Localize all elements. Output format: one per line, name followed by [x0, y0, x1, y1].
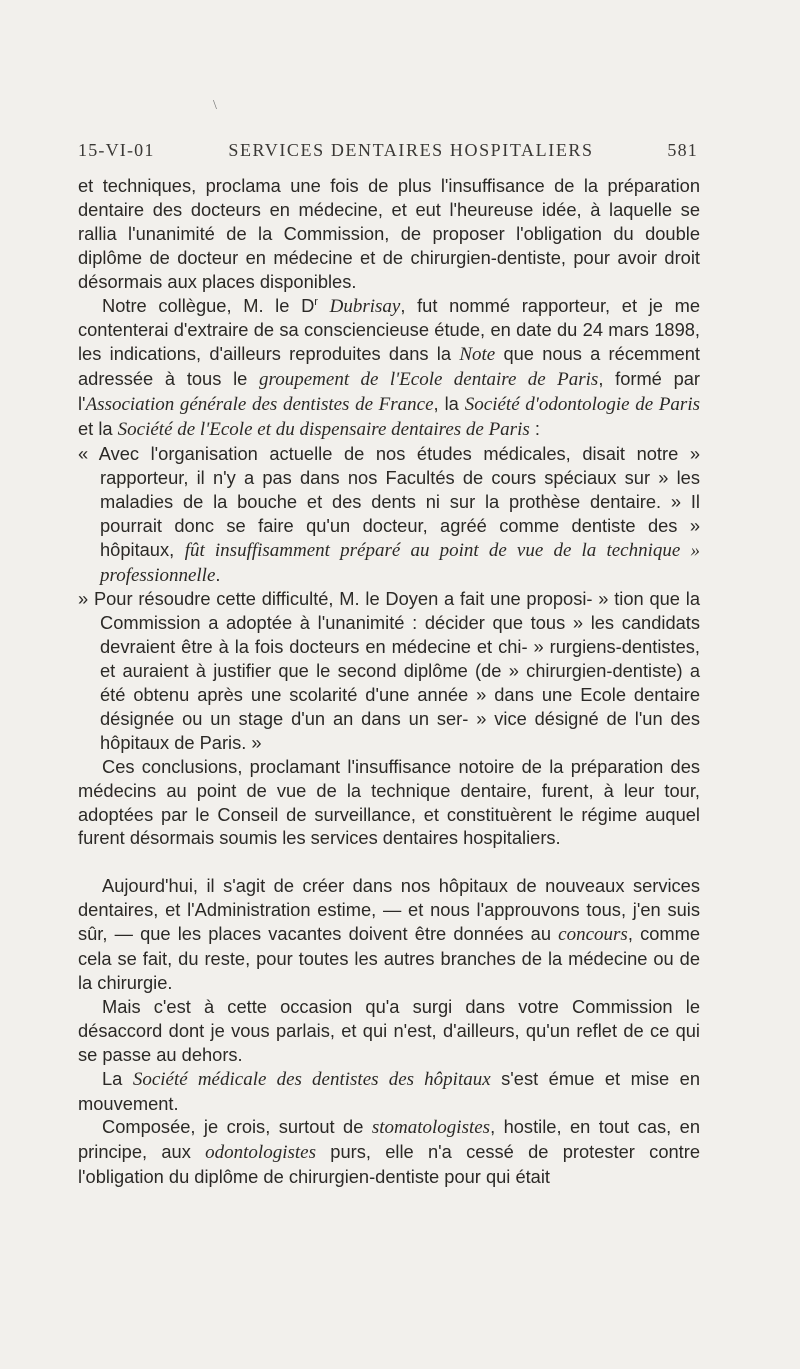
- name-dubrisay: Dubrisay: [329, 295, 401, 317]
- header-date: 15-VI-01: [78, 140, 155, 160]
- header-title: SERVICES DENTAIRES HOSPITALIERS: [228, 140, 594, 160]
- paragraph-5: Mais c'est à cette occasion qu'a surgi dans votre Commission le désaccord dont je vous parlais, et qui n'est, d'ailleurs, qu'un reflet de ce qui se passe au dehors.: [78, 995, 700, 1065]
- paragraph-6: La Société médicale des dentistes des hôpitaux s'est émue et mise en mouvement.: [78, 1067, 701, 1114]
- pencil-mark: \: [213, 98, 217, 113]
- paragraph-1: et techniques, proclama une fois de plus l'insuffisance de la préparation dentaire des docteurs en médecine, et eut l'heureuse idée, à laquelle se rallia l'unanimité de la Commission, de proposer l'obligation du double diplôme de docteur en médecine et de chirurgien-dentiste, pour avoir droit désormais aux places disponibles.: [78, 175, 700, 292]
- quotation-2: » Pour résoudre cette difficulté, M. le Doyen a fait une proposi- » tion que la Commission a adoptée à l'unanimité : décider que tous » les candidats devraient être à la fois docteurs en médecine et chi- » rurgiens-dentistes, et auraient à justifier que le second diplôme (de » chirurgien-dentiste) a été obtenu après une scolarité d'une année » dans une Ecole dentaire désignée ou un stage d'un an dans un ser- » vice désigné de l'un des hôpitaux de Paris. »: [78, 588, 700, 753]
- page-number: 581: [667, 140, 698, 160]
- running-header: [78, 140, 698, 161]
- paragraph-7: Composée, je crois, surtout de stomatologistes, hostile, en tout cas, en principe, aux odontologistes purs, elle n'a cessé de protester contre l'obligation du diplôme de chirurgien-dentiste pour qui était: [78, 1116, 700, 1188]
- paragraph-3: Ces conclusions, proclamant l'insuffisance notoire de la préparation des médecins au point de vue de la technique dentaire, furent, à leur tour, adoptées par le Conseil de surveillance, et constituèrent le régime auquel furent désormais soumis les services dentaires hospitaliers.: [78, 755, 700, 849]
- paragraph-2: Notre collègue, M. le $D^r$ Dubrisay, fut nommé rapporteur, et je me contenterai d'extraire de sa consciencieuse étude, en date du 24 mars 1898, les indications, d'ailleurs reproduites dans la Note que nous a récemment adressée à tous le groupement de l'Ecole dentaire de Paris, formé par l'Association générale des dentistes de France, la Société d'odontologie de Paris et la Société de l'Ecole et du dispensaire dentaires de Paris :: [78, 294, 700, 441]
- paragraph-4: Aujourd'hui, il s'agit de créer dans nos hôpitaux de nouveaux services dentaires, et l'Administration estime, — et nous l'approuvons tous, j'en suis sûr, — que les places vacantes doivent être données au concours, comme cela se fait, du reste, pour toutes les autres branches de la médecine ou de la chirurgie.: [78, 875, 700, 993]
- body-text: [78, 174, 700, 1189]
- quotation-1: « Avec l'organisation actuelle de nos études médicales, disait notre » rapporteur, il n'y a pas dans nos Facultés de cours spéciaux sur » les maladies de la bouche et des dents ni sur la prothèse dentaire. » Il pourrait donc se faire qu'un docteur, agréé comme dentiste des » hôpitaux, fût insuffisamment préparé au point de vue de la technique » professionnelle.: [78, 442, 700, 586]
